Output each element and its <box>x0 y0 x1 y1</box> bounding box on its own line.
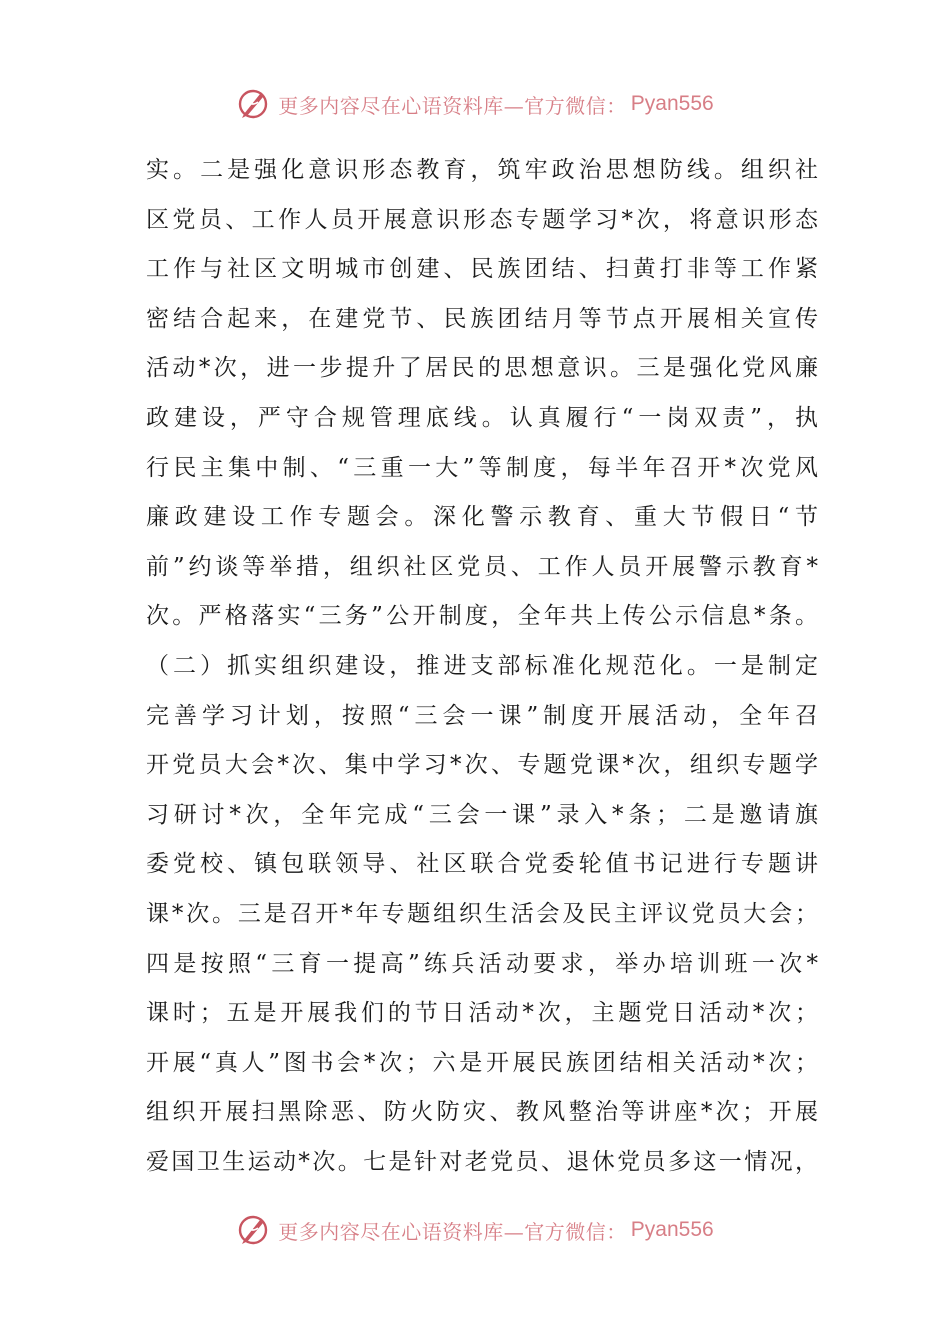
text-line: 委党校、镇包联领导、社区联合党委轮值书记进行专题讲 <box>146 851 818 878</box>
watermark-text: 更多内容尽在心语资料库—官方微信： <box>278 93 627 118</box>
text-line: 课时；五是开展我们的节日活动*次，主题党日活动*次； <box>146 1000 818 1027</box>
footer-watermark <box>0 1210 950 1250</box>
pen-logo-icon <box>236 1213 270 1247</box>
text-line: 完善学习计划，按照“三会一课”制度开展活动，全年召 <box>146 702 818 729</box>
text-line: 次。严格落实“三务”公开制度，全年共上传公示信息*条。 <box>146 603 818 630</box>
text-line: 开展“真人”图书会*次；六是开展民族团结相关活动*次； <box>146 1049 818 1076</box>
pen-logo-icon <box>236 87 270 121</box>
text-line: 政建设，严守合规管理底线。认真履行“一岗双责”，执 <box>146 404 818 431</box>
text-line: 密结合起来，在建党节、民族团结月等节点开展相关宣传 <box>146 305 818 332</box>
watermark-wechat-id: Pyan556 <box>630 92 714 115</box>
text-line: 课*次。三是召开*年专题组织生活会及民主评议党员大会； <box>146 900 818 927</box>
header-watermark <box>0 84 950 124</box>
section-heading-line: （二）抓实组织建设，推进支部标准化规范化。一是制定 <box>146 652 818 679</box>
text-line: 工作与社区文明城市创建、民族团结、扫黄打非等工作紧 <box>146 256 818 283</box>
watermark-wechat-id: Pyan556 <box>630 1218 714 1241</box>
text-line: 四是按照“三育一提高”练兵活动要求，举办培训班一次* <box>146 950 818 977</box>
text-line: 行民主集中制、“三重一大”等制度，每半年召开*次党风 <box>146 454 818 481</box>
text-line: 活动*次，进一步提升了居民的思想意识。三是强化党风廉 <box>146 355 818 382</box>
document-body <box>146 146 818 1187</box>
text-line: 习研讨*次，全年完成“三会一课”录入*条；二是邀请旗 <box>146 801 818 828</box>
watermark-text: 更多内容尽在心语资料库—官方微信： <box>278 1219 627 1244</box>
text-line: 组织开展扫黑除恶、防火防灾、教风整治等讲座*次；开展 <box>146 1099 818 1126</box>
text-line: 实。二是强化意识形态教育，筑牢政治思想防线。组织社 <box>146 157 818 183</box>
text-line: 廉政建设工作专题会。深化警示教育、重大节假日“节 <box>146 504 818 531</box>
text-line: 区党员、工作人员开展意识形态专题学习*次，将意识形态 <box>146 206 818 233</box>
text-line: 开党员大会*次、集中学习*次、专题党课*次，组织专题学 <box>146 752 818 779</box>
text-line: 前”约谈等举措，组织社区党员、工作人员开展警示教育* <box>146 553 818 580</box>
text-line: 爱国卫生运动*次。七是针对老党员、退休党员多这一情况， <box>146 1148 818 1175</box>
